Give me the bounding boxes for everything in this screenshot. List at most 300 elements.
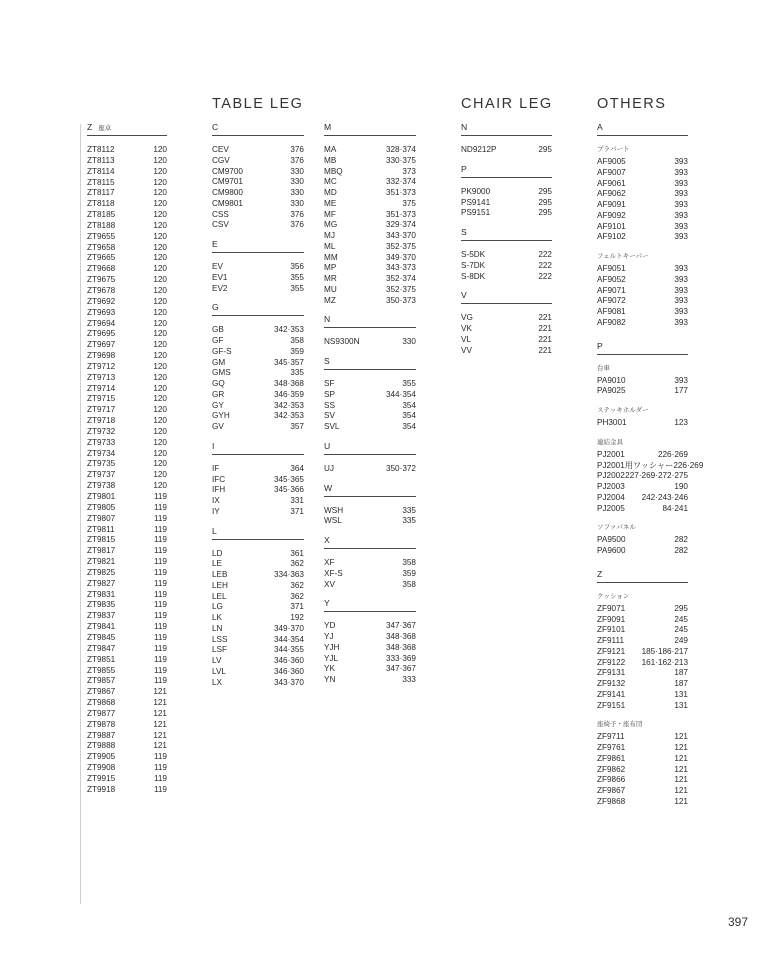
item-code: EV: [212, 262, 223, 271]
index-row: [87, 275, 167, 286]
item-code: GM: [212, 357, 226, 367]
item-code: VV: [461, 345, 472, 355]
item-code: CSS: [212, 209, 229, 219]
index-row: [87, 622, 167, 633]
index-row: [324, 210, 416, 221]
index-row: [324, 675, 416, 686]
page-ref: 359: [290, 346, 304, 356]
page-ref: 282: [674, 546, 688, 555]
index-row: [87, 546, 167, 557]
index-row: [87, 698, 167, 709]
group-letter-s: S: [324, 356, 416, 370]
index-row: [597, 460, 704, 472]
item-code: PS9151: [461, 208, 491, 218]
item-code: MR: [324, 274, 337, 283]
index-row: [87, 492, 167, 503]
page-ref: 358: [290, 336, 304, 345]
item-code: ZT9717: [87, 405, 116, 415]
page-ref: 333: [402, 675, 416, 684]
item-code: UJ: [324, 463, 335, 473]
index-row: [597, 743, 688, 754]
index-row: [324, 242, 416, 253]
item-code: VL: [461, 334, 472, 344]
index-row: [212, 485, 304, 496]
index-row: [212, 273, 304, 284]
page-ref: 345·365: [273, 474, 304, 484]
item-code: ZT8115: [87, 177, 115, 187]
page-ref: 120: [153, 448, 167, 458]
item-code: IY: [212, 506, 220, 516]
index-row: [87, 145, 167, 156]
item-code: XF: [324, 558, 335, 567]
index-row: [87, 221, 167, 232]
index-row: [461, 250, 552, 261]
page-ref: 295: [538, 186, 552, 196]
index-row: [212, 635, 304, 646]
page-ref: 119: [153, 643, 167, 653]
page-ref: 120: [153, 372, 167, 382]
index-row: [597, 211, 688, 222]
item-code: ZT8113: [87, 155, 115, 165]
page-ref: 119: [153, 611, 167, 621]
item-code: ZT9888: [87, 741, 116, 751]
page-ref: 330·375: [385, 155, 416, 165]
page-ref: 120: [153, 155, 167, 165]
item-code: ZT9855: [87, 665, 116, 675]
index-row: [461, 324, 552, 335]
subcategory-label: 座椅子・座布団: [597, 721, 643, 729]
item-code: ZT9905: [87, 752, 116, 762]
index-row: [597, 701, 688, 712]
index-row: [212, 645, 304, 656]
index-row: [212, 613, 304, 624]
item-code: ZT9678: [87, 285, 116, 295]
item-code: AF9081: [597, 307, 626, 316]
page-ref: 347·367: [385, 664, 416, 674]
index-row: [597, 157, 688, 168]
item-code: MB: [324, 155, 337, 165]
item-code: ZT9918: [87, 784, 116, 794]
item-code: PK9000: [461, 186, 491, 196]
page-ref: 335: [402, 516, 416, 526]
index-row: [87, 340, 167, 351]
item-code: ZT9735: [87, 459, 116, 469]
page-ref: 295: [538, 208, 552, 218]
page-ref: 393: [674, 167, 688, 177]
index-row: [597, 493, 688, 504]
index-row: [87, 438, 167, 449]
index-column-others: [597, 122, 704, 812]
index-row: [87, 416, 167, 427]
page-ref: 131: [674, 700, 688, 710]
item-code: ZT9718: [87, 416, 116, 426]
index-row: [87, 600, 167, 611]
item-code: ZF9141: [597, 689, 626, 699]
page-ref: 221: [538, 345, 552, 355]
page-ref: 119: [153, 632, 167, 642]
item-code: LEB: [212, 570, 228, 579]
item-code: ZT9733: [87, 437, 116, 447]
item-code: CGV: [212, 155, 230, 165]
index-row: [212, 390, 304, 401]
item-code: IFC: [212, 474, 226, 484]
index-row: [212, 177, 304, 188]
item-code: YJH: [324, 642, 340, 652]
index-row: [324, 337, 416, 348]
item-code: S-8DK: [461, 271, 486, 281]
page-ref: 362: [290, 580, 304, 590]
index-row: [87, 676, 167, 687]
group-letter: Z: [87, 122, 93, 132]
page-ref: 120: [153, 383, 167, 393]
index-row: [87, 568, 167, 579]
index-row: [597, 636, 688, 647]
item-code: ZT9821: [87, 557, 116, 567]
index-row: [597, 668, 688, 679]
page-ref: 84·241: [662, 503, 688, 513]
index-row: [87, 579, 167, 590]
index-row: [87, 329, 167, 340]
subcategory-label: 連結金具: [597, 438, 623, 446]
index-row: [87, 362, 167, 373]
item-code: LG: [212, 602, 223, 612]
page-number: 397: [727, 915, 748, 929]
page-ref: 120: [153, 188, 167, 198]
page-ref: 119: [153, 763, 167, 773]
item-code: MJ: [324, 231, 335, 240]
page-ref: 376: [290, 145, 304, 154]
item-code: MU: [324, 284, 337, 294]
index-row: [324, 379, 416, 390]
item-code: ZT9807: [87, 513, 116, 523]
index-row: [212, 411, 304, 422]
index-row: [324, 654, 416, 665]
page-ref: 221: [538, 324, 552, 333]
item-code: ZT9877: [87, 708, 116, 718]
index-row: [597, 775, 688, 786]
page-ref: 362: [290, 591, 304, 601]
page-ref: 121: [674, 764, 688, 774]
page-ref: 120: [153, 275, 167, 285]
page-ref: 119: [153, 535, 167, 545]
item-code: LX: [212, 677, 223, 687]
item-code: VK: [461, 324, 472, 333]
item-code: ZT9827: [87, 578, 116, 588]
group-letter-v: V: [461, 290, 552, 304]
item-code: ZT9867: [87, 687, 116, 697]
index-row: [461, 272, 552, 283]
item-code: ZT9713: [87, 372, 116, 382]
index-row: [597, 647, 688, 658]
page-ref: 245: [674, 614, 688, 624]
index-row: [87, 264, 167, 275]
group-letter-a: A: [597, 122, 688, 136]
page-ref: 185·186·217: [641, 646, 688, 656]
item-code: GV: [212, 422, 224, 431]
item-code: GB: [212, 325, 224, 335]
page-ref: 342·353: [273, 325, 304, 335]
item-code: ZT8185: [87, 210, 116, 220]
page-ref: 119: [153, 752, 167, 762]
item-code: ZF9131: [597, 668, 626, 678]
item-code: LSS: [212, 634, 228, 644]
index-row: [597, 679, 688, 690]
index-row: [87, 351, 167, 362]
page-ref: 119: [153, 578, 167, 588]
index-row: [324, 253, 416, 264]
page-ref: 343·370: [385, 231, 416, 240]
item-code: ZT9734: [87, 448, 116, 458]
item-code: ZF9091: [597, 614, 626, 624]
page-ref: 349·370: [273, 623, 304, 633]
item-code: AF9102: [597, 232, 626, 242]
page-ref: 371: [290, 602, 304, 612]
item-code: GR: [212, 389, 225, 399]
index-row: [324, 516, 416, 527]
item-code: ZT9697: [87, 340, 116, 350]
index-row: [324, 664, 416, 675]
item-code: ZT9825: [87, 567, 116, 577]
page-ref: 226·269: [657, 449, 688, 459]
page-ref: 355: [290, 283, 304, 293]
page-ref: 120: [153, 470, 167, 480]
index-row: [212, 464, 304, 475]
index-row: [597, 296, 688, 307]
index-row: [87, 232, 167, 243]
item-code: S-5DK: [461, 250, 486, 259]
page-ref: 119: [153, 567, 167, 577]
item-code: MF: [324, 209, 336, 219]
item-code: ZT9665: [87, 253, 116, 263]
index-row: [87, 590, 167, 601]
index-row: [212, 210, 304, 221]
index-row: [87, 709, 167, 720]
index-row: [87, 752, 167, 763]
item-code: ZF9121: [597, 646, 626, 656]
index-row: [87, 535, 167, 546]
page-ref: 119: [153, 513, 167, 523]
page-ref: 119: [153, 546, 167, 556]
item-code: LK: [212, 613, 223, 622]
page-ref: 120: [153, 394, 167, 404]
index-row: [324, 285, 416, 296]
page-ref: 295: [538, 145, 552, 154]
page-ref: 330: [290, 166, 304, 176]
item-code: MA: [324, 145, 337, 154]
index-row: [212, 422, 304, 433]
item-code: MG: [324, 220, 338, 230]
item-code: AF9071: [597, 285, 626, 295]
page-ref: 119: [153, 784, 167, 794]
page-ref: 120: [153, 481, 167, 491]
item-code: MM: [324, 252, 338, 262]
index-row: [324, 643, 416, 654]
item-code: EV2: [212, 283, 228, 293]
index-row: [597, 275, 688, 286]
index-row: [87, 297, 167, 308]
index-row: [87, 525, 167, 536]
item-code: WSH: [324, 505, 344, 515]
index-row: [324, 558, 416, 569]
index-row: [461, 187, 552, 198]
index-row: [324, 401, 416, 412]
index-row: [597, 318, 688, 329]
index-row: [87, 427, 167, 438]
page-ref: 376: [290, 209, 304, 219]
index-row: [87, 210, 167, 221]
item-code: IF: [212, 463, 220, 473]
page-ref: 354: [402, 400, 416, 410]
index-row: [212, 156, 304, 167]
page-ref: 120: [153, 177, 167, 187]
index-row: [324, 506, 416, 517]
page-ref: 350·373: [385, 295, 416, 305]
index-row: [324, 220, 416, 231]
index-row: [597, 376, 688, 387]
page-ref: 119: [153, 502, 167, 512]
page-ref: 375: [402, 198, 416, 208]
page-ref: 359: [402, 568, 416, 578]
item-code: AF9091: [597, 200, 626, 209]
item-code: ZT9847: [87, 643, 116, 653]
item-code: LN: [212, 623, 223, 633]
page-ref: 330: [290, 177, 304, 187]
item-code: ZT9811: [87, 524, 115, 534]
item-code: PJ2005: [597, 503, 625, 513]
page-ref: 120: [153, 307, 167, 317]
index-row: [87, 243, 167, 254]
page-ref: 335: [402, 505, 416, 515]
group-letter-i: I: [212, 441, 304, 455]
page-ref: 121: [153, 687, 167, 697]
page-ref: 348·368: [385, 642, 416, 652]
page-ref: 119: [153, 676, 167, 686]
page-ref: 393: [674, 375, 688, 385]
group-letter-u: U: [324, 441, 416, 455]
page-ref: 120: [153, 329, 167, 339]
item-code: YJL: [324, 653, 339, 663]
item-code: AF9061: [597, 178, 626, 188]
page-ref: 330: [290, 188, 304, 197]
page-ref: 346·360: [273, 656, 304, 665]
item-code: ZF9111: [597, 636, 624, 645]
page-ref: 358: [402, 579, 416, 589]
item-code: ZF9151: [597, 700, 626, 710]
group-letter-w: W: [324, 483, 416, 497]
index-row: [212, 496, 304, 507]
index-row: [87, 156, 167, 167]
item-code: ZF9868: [597, 796, 626, 806]
page-ref: 393: [674, 200, 688, 209]
page-ref: 362: [290, 559, 304, 569]
page-ref: 119: [153, 589, 167, 599]
item-code: AF9101: [597, 221, 626, 231]
page-ref: 393: [674, 274, 688, 284]
group-letter-g: G: [212, 302, 304, 316]
page-ref: 393: [674, 264, 688, 273]
page-ref: 121: [153, 730, 167, 740]
index-row: [461, 346, 552, 357]
item-code: ZF9866: [597, 775, 626, 785]
page-ref: 119: [153, 600, 167, 610]
item-code: ZT9817: [87, 546, 116, 556]
item-code: YJ: [324, 632, 334, 641]
page-ref: 354: [402, 411, 416, 421]
page-ref: 343·373: [385, 263, 416, 273]
page-ref: 335: [290, 368, 304, 378]
index-row: [597, 232, 688, 243]
page-ref: 349·370: [385, 252, 416, 262]
page-ref: 187: [674, 679, 688, 688]
item-code: GMS: [212, 368, 231, 378]
item-code: GQ: [212, 379, 225, 388]
item-code: SF: [324, 379, 335, 388]
item-code: ZT9698: [87, 351, 116, 361]
item-code: PJ2002: [597, 471, 625, 481]
page-ref: 346·360: [273, 666, 304, 676]
item-code: ZF9861: [597, 753, 626, 763]
item-code: ZF9071: [597, 603, 626, 613]
index-row: [597, 286, 688, 297]
page-ref: 222: [538, 250, 552, 259]
index-row: [324, 464, 416, 475]
page-ref: 330: [402, 337, 416, 347]
item-code: YN: [324, 675, 336, 684]
item-code: ZT9675: [87, 275, 116, 285]
index-row: [87, 774, 167, 785]
item-code: ZF9711: [597, 732, 625, 742]
index-row: [324, 177, 416, 188]
item-code: AF9005: [597, 157, 626, 166]
page-ref: 161·162·213: [641, 657, 688, 667]
item-code: ZT9693: [87, 307, 116, 317]
index-row: [212, 581, 304, 592]
page-ref: 334·363: [273, 570, 304, 579]
page-ref: 352·375: [385, 241, 416, 251]
page-ref: 120: [153, 296, 167, 306]
item-code: LSF: [212, 645, 228, 655]
index-row: [324, 621, 416, 632]
index-row: [87, 470, 167, 481]
item-code: MBQ: [324, 166, 343, 176]
item-code: PA9025: [597, 386, 626, 396]
left-margin-rule: [80, 124, 81, 904]
index-row: [461, 145, 552, 156]
page-ref: 242·243·246: [641, 492, 688, 502]
index-row: [87, 373, 167, 384]
page-ref: 221: [538, 313, 552, 323]
group-letter-p: P: [461, 164, 552, 178]
index-row: [324, 167, 416, 178]
index-column-table-leg-1: [212, 122, 304, 688]
index-row: [87, 253, 167, 264]
index-row: [597, 535, 688, 546]
item-code: ZT8112: [87, 145, 115, 154]
page-ref: 393: [674, 178, 688, 188]
item-code: PA9010: [597, 375, 626, 385]
page-ref: 393: [674, 285, 688, 295]
page-ref: 121: [674, 743, 688, 752]
page-ref: 351·373: [385, 209, 416, 219]
index-row: [212, 262, 304, 273]
index-row: [597, 625, 688, 636]
item-code: ZT9801: [87, 492, 116, 501]
item-code: ZT9815: [87, 535, 116, 545]
page-ref: 121: [153, 708, 167, 718]
item-code: CM9700: [212, 166, 243, 176]
index-row: [461, 198, 552, 209]
index-row: [87, 167, 167, 178]
